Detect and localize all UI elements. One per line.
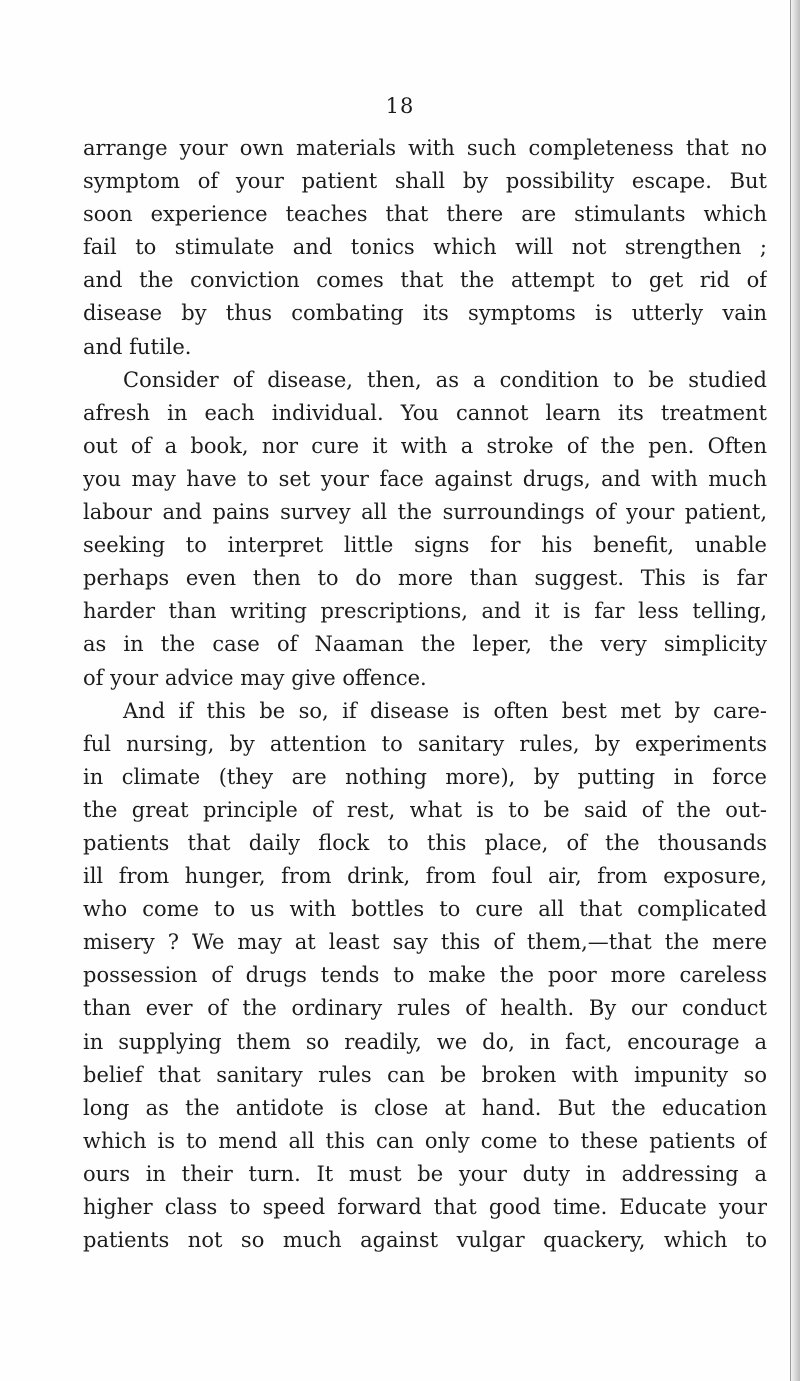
text-line: misery ? We may at least say this of them,—that the mere	[83, 930, 767, 955]
text-line: out of a book, nor cure it with a stroke of the pen. Often	[83, 433, 767, 458]
page-edge-shadow	[791, 0, 800, 1381]
text-line: of your advice may give offence.	[83, 665, 427, 690]
text-line: Consider of disease, then, as a condition to be studied	[123, 367, 767, 392]
text-line: patients that daily flock to this place, of the thousands	[83, 830, 767, 855]
text-line: harder than writing prescriptions, and it is far less telling,	[83, 599, 767, 624]
text-line: belief that sanitary rules can be broken with impunity so	[83, 1062, 767, 1087]
text-line: than ever of the ordinary rules of health. By our conduct	[83, 996, 767, 1021]
text-line: labour and pains survey all the surroundings of your patient,	[83, 500, 767, 525]
body-text	[83, 132, 767, 1257]
text-line: arrange your own materials with such completeness that no	[83, 136, 767, 160]
text-line: and futile.	[83, 334, 192, 359]
text-line: ours in their turn. It must be your duty in addressing a	[83, 1161, 767, 1186]
text-line: seeking to interpret little signs for his benefit, unable	[83, 533, 767, 558]
text-line: possession of drugs tends to make the poor more careless	[83, 963, 767, 988]
text-line: in supplying them so readily, we do, in fact, encourage a	[83, 1029, 767, 1054]
text-line: you may have to set your face against drugs, and with much	[83, 466, 767, 491]
text-line: afresh in each individual. You cannot learn its treatment	[83, 400, 767, 425]
text-line: as in the case of Naaman the leper, the very simplicity	[83, 632, 767, 657]
text-line: the great principle of rest, what is to be said of the out-	[83, 797, 767, 822]
text-line: symptom of your patient shall by possibility escape. But	[83, 169, 767, 194]
page-number: 18	[385, 94, 415, 118]
text-line: ful nursing, by attention to sanitary rules, by experiments	[83, 731, 767, 756]
text-line: And if this be so, if disease is often best met by care-	[123, 698, 767, 723]
text-line: ill from hunger, from drink, from foul air, from exposure,	[83, 864, 767, 889]
text-line: in climate (they are nothing more), by putting in force	[83, 764, 767, 789]
text-line: and the conviction comes that the attempt to get rid of	[83, 268, 767, 293]
text-line: perhaps even then to do more than suggest. This is far	[83, 566, 767, 591]
text-line: fail to stimulate and tonics which will not strengthen ;	[83, 235, 767, 260]
text-line: who come to us with bottles to cure all that complicated	[83, 897, 767, 922]
text-line: long as the antidote is close at hand. But the education	[83, 1095, 767, 1120]
text-line: which is to mend all this can only come to these patients of	[83, 1128, 767, 1153]
text-line: patients not so much against vulgar quackery, which to	[83, 1228, 767, 1253]
text-line: disease by thus combating its symptoms is utterly vain	[83, 301, 767, 326]
text-line: higher class to speed forward that good time. Educate your	[83, 1195, 767, 1219]
text-line: soon experience teaches that there are stimulants which	[83, 202, 767, 227]
